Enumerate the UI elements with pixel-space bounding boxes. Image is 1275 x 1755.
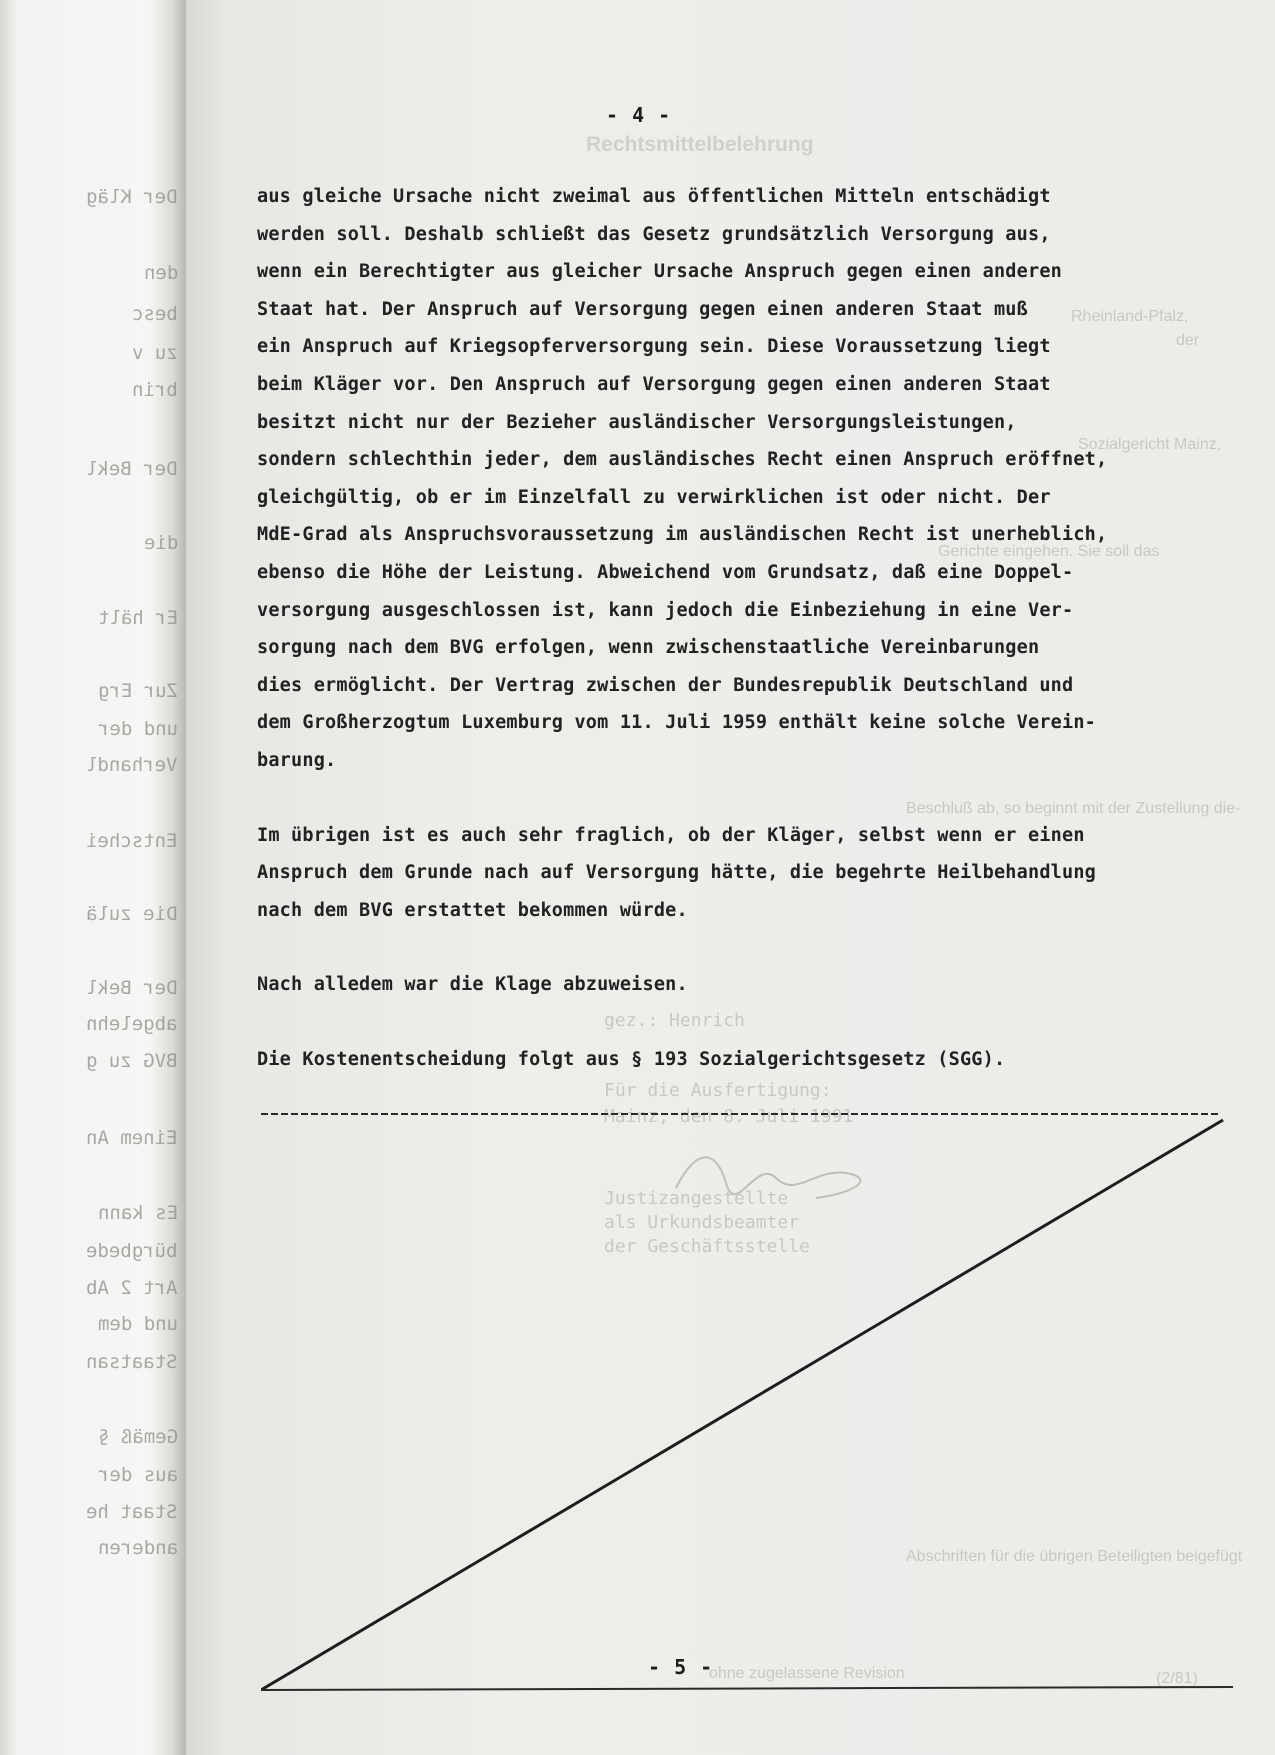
bleed-signature-line: Justizangestellte [604,1188,789,1209]
bleed-signature-line: Für die Ausfertigung: [604,1080,832,1101]
page-number-top: - 4 - [606,103,672,127]
bleed-margin-line: den [143,262,178,284]
bleed-margin-line: Er hält [97,607,178,629]
document-page [186,0,1275,1755]
text-line: sondern schlechthin jeder, dem ausländisches Recht einen Anspruch eröffnet, [257,449,1108,471]
folded-previous-page-strip [0,0,186,1755]
bleed-margin-line: und der [97,718,178,740]
paragraph-gap [257,929,1177,966]
bleed-signature-line: als Urkundsbeamter [604,1212,800,1233]
text-line: versorgung ausgeschlossen ist, kann jedoch die Einbeziehung in eine Ver- [257,599,1074,621]
bleed-margin-line: Es kann [97,1202,178,1224]
text-line: Staat hat. Der Anspruch auf Versorgung gegen einen anderen Staat muß [257,298,1028,320]
text-line: ein Anspruch auf Kriegsopferversorgung sein. Diese Voraussetzung liegt [257,336,1051,358]
text-line: barung. [257,749,337,771]
bleed-margin-line: bürgbede [86,1240,178,1262]
text-line: MdE-Grad als Anspruchsvoraussetzung im ausländischen Recht ist unerheblich, [257,524,1108,546]
bleed-line: ohne zugelassene Revision [709,1665,905,1682]
bleed-margin-line: Gemäß § [97,1426,178,1448]
text-line: wenn ein Berechtigter aus gleicher Ursache Anspruch gegen einen anderen [257,261,1062,283]
bleed-margin-line: Einem An [86,1127,178,1149]
text-line: dem Großherzogtum Luxemburg vom 11. Juli 1959 enthält keine solche Verein- [257,712,1097,734]
bleed-margin-line: brin [132,379,178,401]
bleed-line: Sozialgericht Mainz, [1078,436,1222,453]
bleed-margin-line: Staatsan [86,1351,178,1373]
strike-diagonal-line [261,1120,1223,1690]
text-line: Nach alledem war die Klage abzuweisen. [257,974,688,996]
bleed-margin-line: Der Kläg [86,186,178,208]
text-line: sorgung nach dem BVG erfolgen, wenn zwischenstaatliche Vereinbarungen [257,637,1040,659]
text-line: werden soll. Deshalb schließt das Gesetz grundsätzlich Versorgung aus, [257,223,1051,245]
paragraph-gap [257,1004,1177,1041]
bleed-line: Abschriften für die übrigen Beteiligten beigefügt [906,1548,1243,1565]
text-line: besitzt nicht nur der Bezieher ausländischer Versorgungsleistungen, [257,411,1017,433]
bleed-margin-line: besc [132,303,178,325]
bleed-margin-line: die [143,532,178,554]
text-line: ebenso die Höhe der Leistung. Abweichend vom Grundsatz, daß eine Doppel- [257,561,1074,583]
text-line: Im übrigen ist es auch sehr fraglich, ob der Kläger, selbst wenn er einen [257,824,1085,846]
text-line: aus gleiche Ursache nicht zweimal aus öffentlichen Mitteln entschädigt [257,186,1051,207]
bleed-line: Gerichte eingehen. Sie soll das [938,543,1160,560]
bleed-signature-line: gez.: Henrich [604,1010,745,1031]
bleed-signature-line: der Geschäftsstelle [604,1236,810,1257]
bleed-margin-line: Zur Erg [97,680,178,702]
bleed-line: Rheinland-Pfalz, [1071,308,1189,325]
bleed-margin-line: Verhandl [86,754,178,776]
bleed-margin-line: Entschei [86,830,178,852]
bleed-margin-line: Der Bekl [86,977,178,999]
bleed-line: (2/81) [1156,1670,1198,1687]
document-body [257,178,1177,1078]
text-line: nach dem BVG erstattet bekommen würde. [257,899,688,921]
paragraph-gap [257,780,1177,817]
bleed-line: der [1176,332,1200,349]
bleed-margin-line: anderen [97,1537,178,1559]
bleed-margin-line: zu v [132,342,178,364]
page-number-bottom: - 5 - [648,1655,714,1679]
text-line: gleichgültig, ob er im Einzelfall zu verwirklichen ist oder nicht. Der [257,486,1051,508]
text-line: dies ermöglicht. Der Vertrag zwischen der Bundesrepublik Deutschland und [257,674,1074,696]
bleed-margin-line: Der Bekl [86,458,178,480]
bleed-margin-line: BVG zu g [86,1050,178,1072]
text-line: beim Kläger vor. Den Anspruch auf Versorgung gegen einen anderen Staat [257,373,1051,395]
bleed-margin-line: und dem [97,1313,178,1335]
bleed-margin-line: aus der [97,1464,178,1486]
text-line: Anspruch dem Grunde nach auf Versorgung hätte, die begehrte Heilbehandlung [257,862,1097,884]
bleed-margin-line: abgelehn [86,1013,178,1035]
bleed-margin-line: Die zulä [86,903,178,925]
strike-bottom-line [261,1687,1233,1690]
text-line: Die Kostenentscheidung folgt aus § 193 Sozialgerichtsgesetz (SGG). [257,1048,1006,1070]
bleed-line: Beschluß ab, so beginnt mit der Zustellung die- [906,800,1241,817]
bleed-signature-line: Mainz, den 8. Juli 1991 [604,1106,854,1127]
bleed-margin-line: Staat he [86,1501,178,1523]
strike-out-lines [261,1108,1233,1708]
bleed-heading: Rechtsmittelbelehrung [586,133,814,156]
bleed-margin-line: Art 2 Ab [86,1277,178,1299]
